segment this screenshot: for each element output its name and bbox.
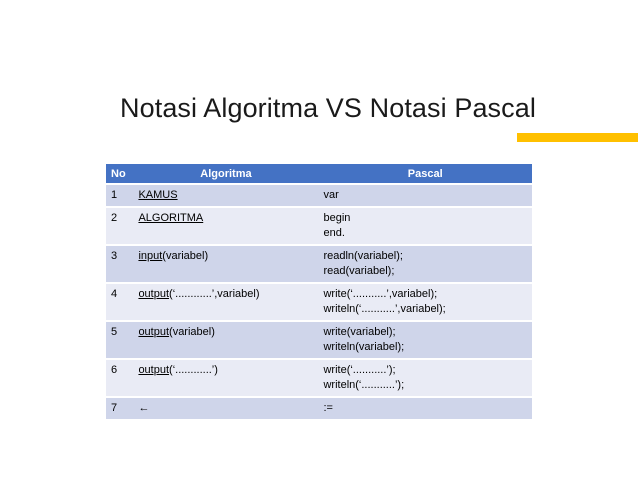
- cell-pascal: [318, 283, 532, 321]
- header-no: No: [106, 164, 133, 184]
- header-pascal: Pascal: [318, 164, 532, 184]
- pascal-line: :=: [323, 402, 333, 414]
- algoritma-keyword: output: [138, 364, 170, 376]
- accent-bar: [0, 133, 638, 142]
- algoritma-keyword: ALGORITMA: [138, 212, 204, 224]
- table-row: [106, 321, 532, 359]
- pascal-line: write(‘...........’,variabel);: [323, 288, 438, 300]
- cell-pascal: [318, 321, 532, 359]
- cell-algoritma: [133, 283, 318, 321]
- algoritma-args: ←: [138, 402, 150, 414]
- table-row: [106, 207, 532, 245]
- algoritma-keyword: input: [138, 250, 163, 262]
- cell-no: 2: [106, 207, 133, 245]
- cell-pascal: [318, 359, 532, 397]
- algoritma-args: (‘............’,variabel): [169, 288, 260, 300]
- pascal-line: read(variabel);: [323, 265, 395, 277]
- cell-algoritma: [133, 245, 318, 283]
- cell-algoritma: [133, 321, 318, 359]
- table-row: [106, 184, 532, 207]
- pascal-line: writeln(‘...........’,variabel);: [323, 303, 446, 315]
- cell-algoritma: [133, 397, 318, 420]
- header-algoritma: Algoritma: [133, 164, 318, 184]
- cell-no: 1: [106, 184, 133, 207]
- cell-pascal: [318, 184, 532, 207]
- pascal-line: write(variabel);: [323, 326, 396, 338]
- cell-pascal: [318, 397, 532, 420]
- cell-algoritma: [133, 359, 318, 397]
- notasi-table: [106, 164, 532, 421]
- table-header: [106, 164, 532, 184]
- algoritma-keyword: output: [138, 326, 170, 338]
- algoritma-args: (variabel): [162, 250, 209, 262]
- slide-title: Notasi Algoritma VS Notasi Pascal: [120, 93, 536, 123]
- cell-no: 3: [106, 245, 133, 283]
- pascal-line: writeln(‘...........’);: [323, 379, 405, 391]
- pascal-line: var: [323, 189, 339, 201]
- cell-no: 4: [106, 283, 133, 321]
- table-row: [106, 397, 532, 420]
- pascal-line: begin: [323, 212, 351, 224]
- pascal-line: writeln(variabel);: [323, 341, 405, 353]
- table-body: [106, 184, 532, 420]
- table-header-row: [106, 164, 532, 184]
- cell-pascal: [318, 207, 532, 245]
- pascal-line: write(‘...........’);: [323, 364, 396, 376]
- table-row: [106, 245, 532, 283]
- algoritma-keyword: KAMUS: [138, 189, 178, 201]
- pascal-line: end.: [323, 227, 345, 239]
- table-row: [106, 359, 532, 397]
- algoritma-args: (variabel): [169, 326, 215, 338]
- cell-algoritma: [133, 184, 318, 207]
- cell-no: 5: [106, 321, 133, 359]
- cell-no: 7: [106, 397, 133, 420]
- accent-bar-gold: [517, 133, 638, 142]
- algoritma-keyword: output: [138, 288, 170, 300]
- pascal-line: readln(variabel);: [323, 250, 403, 262]
- algoritma-args: (‘............’): [169, 364, 218, 376]
- cell-pascal: [318, 245, 532, 283]
- cell-algoritma: [133, 207, 318, 245]
- table-row: [106, 283, 532, 321]
- cell-no: 6: [106, 359, 133, 397]
